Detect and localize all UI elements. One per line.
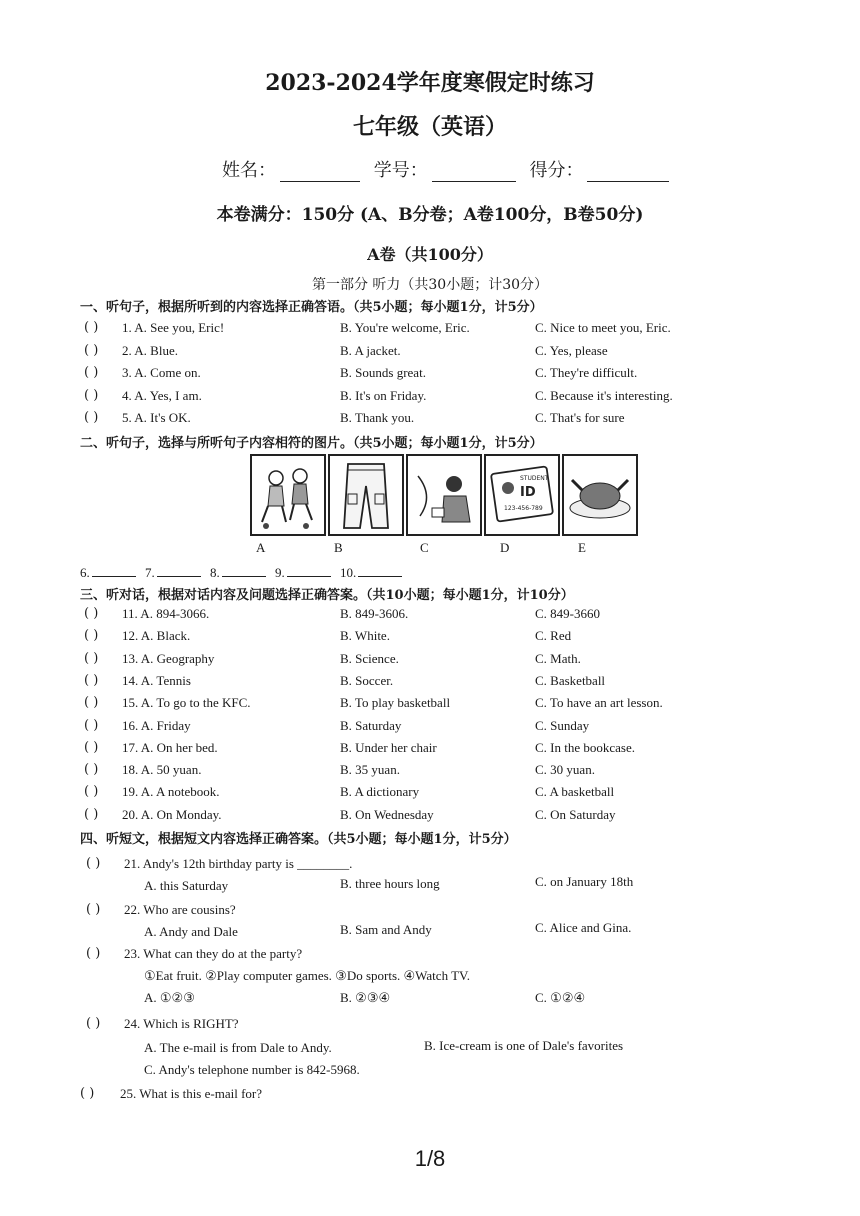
question-2-option-a: 2. A. Blue. — [122, 342, 178, 358]
question-12-option-b: B. White. — [340, 628, 390, 644]
question-17-option-c: C. In the bookcase. — [535, 739, 636, 755]
q24-option-c: C. Andy's telephone number is 842-5968. — [144, 1062, 360, 1077]
answer-paren: ( ) — [84, 365, 99, 380]
answer-paren: ( ) — [86, 856, 101, 871]
question-18-option-a: 18. A. 50 yuan. — [122, 762, 202, 778]
question-25: 25. What is this e-mail for? — [120, 1086, 263, 1101]
q22-option-a: A. Andy and Dale — [144, 924, 238, 939]
question-14-option-c: C. Basketball — [535, 672, 606, 688]
question-14-option-b: B. Soccer. — [340, 672, 394, 688]
question-13-option-b: B. Science. — [340, 650, 399, 666]
picture-label-b: B — [334, 540, 343, 555]
answer-paren: ( ) — [84, 410, 99, 425]
id-blank — [432, 165, 516, 182]
picture-label-d: D — [500, 540, 510, 555]
question-1-option-b: B. You're welcome, Eric. — [340, 320, 470, 335]
question-3-option-a: 3. A. Come on. — [122, 365, 201, 380]
exam-title: 2023-2024学年度寒假定时练习 — [265, 70, 595, 96]
score-blank — [587, 165, 669, 182]
answer-paren: ( ) — [80, 1086, 95, 1101]
name-label: 姓名： — [222, 160, 276, 181]
fill-7-label: 7. — [145, 565, 155, 580]
question-5-option-c: C. That's for sure — [535, 410, 625, 425]
picture-label-c: C — [420, 540, 429, 555]
card-text-top: STUDENT — [520, 475, 549, 482]
question-16-option-c: C. Sunday — [535, 717, 590, 733]
question-19-option-c: C. A basketball — [535, 784, 615, 800]
answer-paren: ( ) — [84, 806, 99, 822]
answer-paren: ( ) — [86, 902, 101, 917]
question-1-option-c: C. Nice to meet you, Eric. — [535, 320, 671, 335]
page-number: 1/8 — [414, 1146, 446, 1171]
question-12-option-c: C. Red — [535, 628, 572, 644]
question-15-option-b: B. To play basketball — [340, 695, 451, 711]
question-4-option-c: C. Because it's interesting. — [535, 387, 673, 403]
card-text-id: ID — [520, 485, 536, 500]
question-17-option-b: B. Under her chair — [340, 739, 437, 755]
picture-label-e: E — [578, 540, 586, 555]
question-5-option-a: 5. A. It's OK. — [122, 410, 191, 425]
answer-paren: ( ) — [86, 946, 101, 961]
question-11-option-a: 11. A. 894-3066. — [122, 606, 210, 621]
picture-label-a: A — [256, 540, 266, 555]
fill-6-blank — [92, 564, 136, 577]
answer-paren: ( ) — [84, 650, 99, 666]
question-21: 21. Andy's 12th birthday party is ________. — [124, 856, 353, 871]
answer-paren: ( ) — [84, 628, 99, 644]
answer-paren: ( ) — [84, 762, 99, 778]
picture-b-trousers — [328, 454, 404, 536]
section2-heading: 二、听句子，选择与所听句子内容相符的图片。（共5小题；每小题1分，计5分） — [80, 436, 543, 451]
picture-a-kids-playing — [250, 454, 326, 536]
q23-option-b: B. ②③④ — [340, 990, 391, 1005]
fill-6-label: 6. — [80, 565, 90, 580]
q23-option-c: C. ①②④ — [535, 990, 586, 1005]
question-5-option-b: B. Thank you. — [340, 410, 415, 425]
name-blank — [280, 165, 360, 182]
fill-8-label: 8. — [210, 565, 220, 580]
question-13-option-a: 13. A. Geography — [122, 650, 215, 666]
question-18-option-b: B. 35 yuan. — [340, 762, 400, 778]
section1-heading: 一、听句子，根据所听到的内容选择正确答语。（共5小题；每小题1分，计5分） — [80, 300, 543, 315]
fill-10-label: 10. — [340, 565, 357, 580]
question-20-option-a: 20. A. On Monday. — [122, 806, 222, 822]
question-23: 23. What can they do at the party? — [124, 946, 303, 961]
question-3-option-b: B. Sounds great. — [340, 365, 426, 380]
question-15-option-a: 15. A. To go to the KFC. — [122, 695, 251, 711]
answer-paren: ( ) — [84, 695, 99, 711]
fill-9-label: 9. — [275, 565, 285, 580]
picture-e-roast-chicken — [562, 454, 638, 536]
question-1-option-a: 1. A. See you, Eric! — [122, 320, 225, 335]
question-4-option-b: B. It's on Friday. — [340, 387, 427, 403]
picture-d-student-id — [484, 454, 560, 536]
question-16-option-b: B. Saturday — [340, 717, 402, 733]
question-16-option-a: 16. A. Friday — [122, 717, 191, 733]
question-2-option-c: C. Yes, please — [535, 342, 608, 358]
section3-heading: 三、听对话，根据对话内容及问题选择正确答案。（共10小题；每小题1分，计10分） — [80, 588, 574, 603]
card-text-number: 123-456-789 — [504, 505, 543, 512]
question-11-option-c: C. 849-3660 — [535, 606, 600, 621]
answer-paren: ( ) — [84, 320, 99, 335]
question-4-option-a: 4. A. Yes, I am. — [122, 387, 202, 403]
question-19-option-b: B. A dictionary — [340, 784, 420, 800]
answer-paren: ( ) — [84, 342, 99, 358]
answer-paren: ( ) — [84, 672, 99, 688]
answer-paren: ( ) — [84, 387, 99, 403]
q22-option-b: B. Sam and Andy — [340, 922, 432, 937]
question-20-option-c: C. On Saturday — [535, 806, 616, 822]
question-15-option-c: C. To have an art lesson. — [535, 695, 663, 711]
section4-heading: 四、听短文，根据短文内容选择正确答案。（共5小题；每小题1分，计5分） — [80, 832, 517, 847]
question-12-option-a: 12. A. Black. — [122, 628, 191, 644]
id-label: 学号： — [373, 160, 428, 181]
q21-option-a: A. this Saturday — [144, 878, 229, 893]
question-20-option-b: B. On Wednesday — [340, 806, 434, 822]
question-17-option-a: 17. A. On her bed. — [122, 739, 218, 755]
q22-option-c: C. Alice and Gina. — [535, 920, 632, 935]
answer-paren: ( ) — [86, 1016, 101, 1031]
question-13-option-c: C. Math. — [535, 650, 581, 666]
q24-option-a: A. The e-mail is from Dale to Andy. — [144, 1040, 332, 1055]
answer-fill-line — [80, 564, 408, 581]
q21-option-b: B. three hours long — [340, 876, 440, 891]
answer-paren: ( ) — [84, 739, 99, 755]
picture-c-girl-with-phone — [406, 454, 482, 536]
score-label: 得分： — [529, 160, 584, 181]
fill-10-blank — [358, 564, 402, 577]
q23-activities: ①Eat fruit. ②Play computer games. ③Do sports. ④Watch TV. — [144, 968, 470, 983]
question-18-option-c: C. 30 yuan. — [535, 762, 595, 778]
student-info-line — [222, 156, 677, 182]
question-14-option-a: 14. A. Tennis — [122, 672, 191, 688]
question-11-option-b: B. 849-3606. — [340, 606, 409, 621]
question-19-option-a: 19. A. A notebook. — [122, 784, 220, 800]
q21-option-c: C. on January 18th — [535, 874, 634, 889]
q23-option-a: A. ①②③ — [144, 990, 195, 1005]
question-2-option-b: B. A jacket. — [340, 342, 401, 358]
fill-8-blank — [222, 564, 266, 577]
answer-paren: ( ) — [84, 717, 99, 733]
answer-paren: ( ) — [84, 784, 99, 800]
fill-9-blank — [287, 564, 331, 577]
question-22: 22. Who are cousins? — [124, 902, 236, 917]
question-24: 24. Which is RIGHT? — [124, 1016, 239, 1031]
exam-subtitle: 七年级（英语） — [352, 114, 507, 140]
q24-option-b: B. Ice-cream is one of Dale's favorites — [424, 1038, 624, 1053]
fill-7-blank — [157, 564, 201, 577]
question-3-option-c: C. They're difficult. — [535, 365, 638, 380]
volume-heading: A卷（共100分） — [367, 245, 493, 264]
answer-paren: ( ) — [84, 606, 99, 621]
full-score-note: 本卷满分：150分 (A、B分卷；A卷100分，B卷50分) — [216, 205, 644, 225]
part-heading: 第一部分 听力（共30小题；计30分） — [311, 277, 549, 293]
